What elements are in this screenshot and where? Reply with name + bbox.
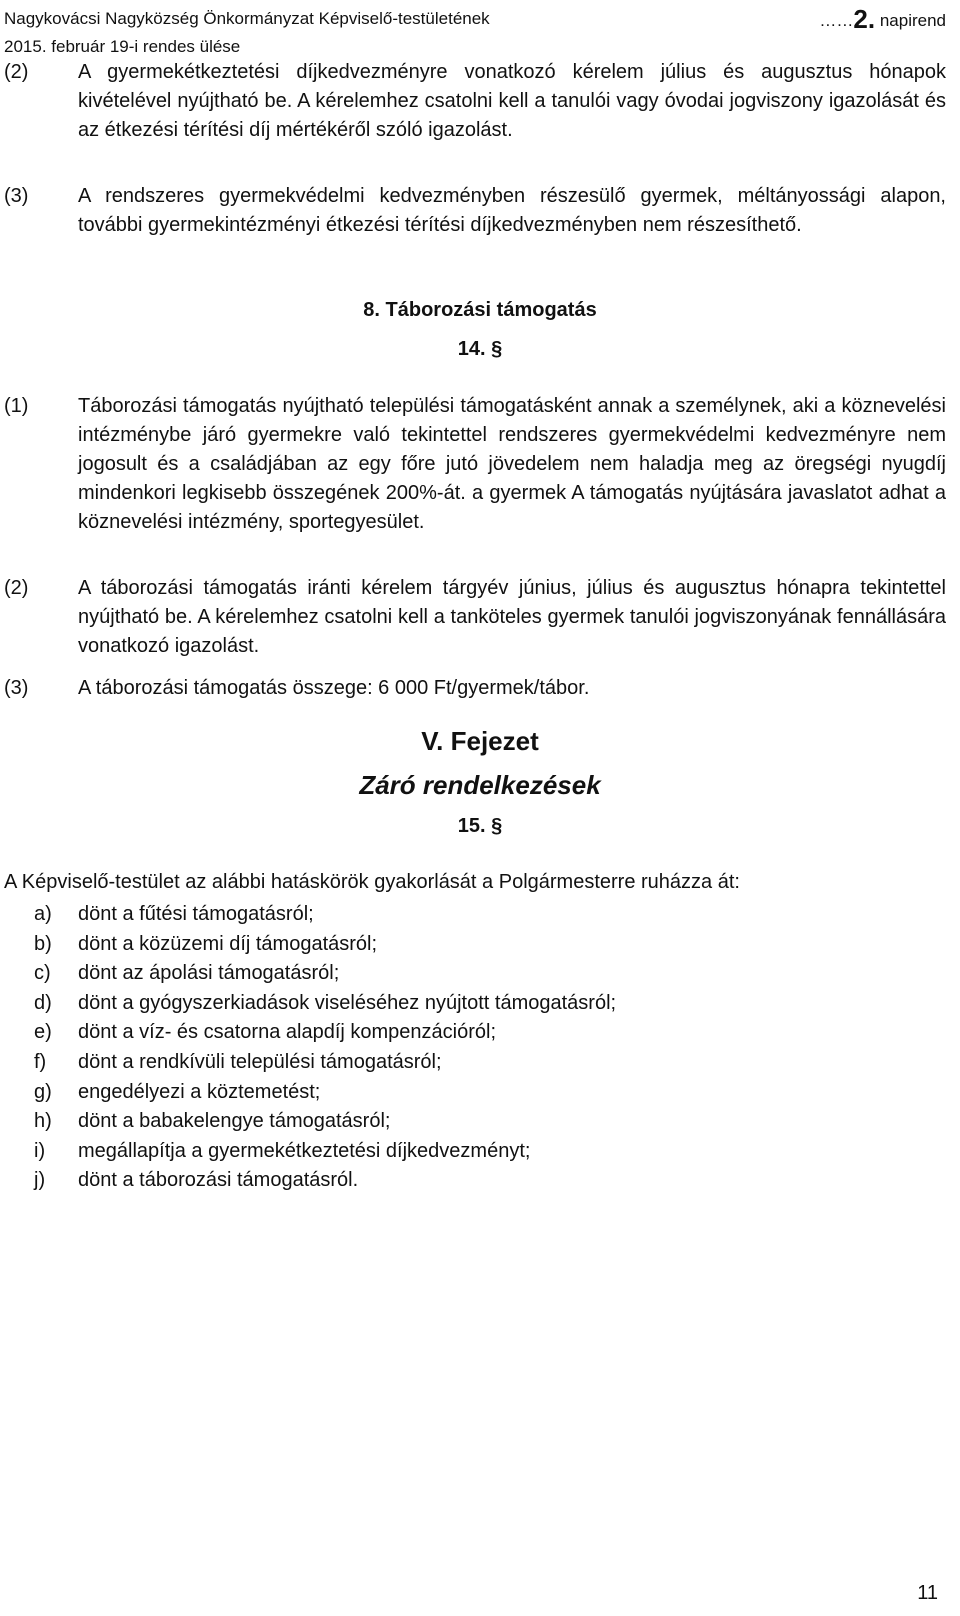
- list-item: [4, 959, 946, 989]
- paragraph-text: Táborozási támogatás nyújtható települési támogatásként annak a személynek, aki a köznevelési intézménybe járó gyermekre való tekintettel rendszeres gyermekvédelmi kedvezményre nem jogosult és a családjában az egy főre jutó jövedelem nem haladja meg az öregségi nyugdíj mindenkori legkisebb összegének 200%-át. a gyermek A támogatás nyújtására javaslatot adhat a köznevelési intézmény, sportegyesület.: [78, 395, 946, 533]
- list-item: [4, 930, 946, 960]
- paragraph-number: (3): [4, 185, 29, 207]
- list-item-text: dönt a babakelengye támogatásról;: [78, 1110, 391, 1133]
- section-title: 8. Táborozási támogatás: [363, 299, 597, 321]
- paragraph-text: A táborozási támogatás iránti kérelem tárgyév június, július és augusztus hónapra tekintettel nyújtható be. A kérelemhez csatolni kell a tanköteles gyermek tanulói jogviszonyának fennállására vonatkozó igazolást.: [78, 577, 946, 657]
- paragraph-text: A gyermekétkeztetési díjkedvezményre vonatkozó kérelem július és augusztus hónapok kivételével nyújtható be. A kérelemhez csatolni kell a tanulói vagy óvodai jogviszony igazolását és az étkezési térítési díj mértékéről szóló igazolást.: [78, 61, 946, 141]
- list-item-text: megállapítja a gyermekétkeztetési díjkedvezményt;: [78, 1139, 531, 1162]
- list-item-label: j): [34, 1169, 46, 1192]
- paragraph-14-1: [4, 392, 946, 537]
- list-item: [4, 1166, 946, 1196]
- chapter-heading: V. Fejezet: [421, 726, 539, 756]
- paragraph-number: (2): [4, 577, 29, 599]
- list-item: [4, 1018, 946, 1048]
- agenda-dots: ……: [819, 11, 854, 30]
- list-item-text: dönt az ápolási támogatásról;: [78, 962, 340, 985]
- list-item-label: i): [34, 1139, 46, 1162]
- list-item-label: e): [34, 1021, 52, 1044]
- agenda-word: napirend: [879, 11, 946, 30]
- paragraph-number: (1): [4, 395, 29, 417]
- list-item-text: dönt a fűtési támogatásról;: [78, 903, 314, 925]
- paragraph-text: A táborozási támogatás összege: 6 000 Ft/gyermek/tábor.: [78, 677, 590, 699]
- document-header: [4, 4, 946, 34]
- list-item: [4, 989, 946, 1019]
- agenda-number: 2.: [853, 4, 876, 34]
- list-item: [4, 1137, 946, 1167]
- list-item-text: engedélyezi a köztemetést;: [78, 1080, 321, 1103]
- header-council-title: Nagykovácsi Nagyközség Önkormányzat Képviselő-testületének: [4, 9, 490, 28]
- list-item-text: dönt a víz- és csatorna alapdíj kompenzációról;: [78, 1021, 496, 1044]
- list-item-label: b): [34, 932, 52, 955]
- list-item: [4, 1107, 946, 1137]
- list-item-label: a): [34, 903, 52, 925]
- list-item: [4, 900, 946, 930]
- paragraph-7-2: [4, 58, 946, 145]
- paragraph-number: (3): [4, 677, 29, 699]
- paragraph-14-2: [4, 574, 946, 661]
- list-item-text: dönt a táborozási támogatásról.: [78, 1169, 359, 1192]
- page-number: 11: [917, 1582, 938, 1604]
- list-item-label: d): [34, 991, 52, 1014]
- paragraph-mark: 14. §: [457, 338, 503, 360]
- list-item-text: dönt a rendkívüli települési támogatásról;: [78, 1050, 442, 1073]
- paragraph-text: A rendszeres gyermekvédelmi kedvezményben részesülő gyermek, méltányossági alapon, további gyermekintézményi étkezési térítési díjkedvezményben nem részesíthető.: [78, 185, 946, 236]
- delegation-intro: A Képviselő-testület az alábbi hatáskörök gyakorlását a Polgármesterre ruházza át:: [4, 871, 740, 893]
- list-item-label: f): [34, 1050, 47, 1073]
- header-meeting-date: 2015. február 19-i rendes ülése: [4, 37, 241, 56]
- list-item: [4, 1078, 946, 1108]
- list-item: [4, 1048, 946, 1078]
- chapter-subheading: Záró rendelkezések: [359, 770, 601, 800]
- list-item-label: g): [34, 1080, 52, 1103]
- list-item-label: c): [34, 962, 51, 985]
- paragraph-mark: 15. §: [457, 815, 503, 837]
- paragraph-14-3: [4, 674, 946, 703]
- agenda-item-label: [819, 4, 946, 34]
- paragraph-7-3: [4, 182, 946, 240]
- list-item-label: h): [34, 1110, 52, 1133]
- delegation-list: [4, 900, 946, 1196]
- list-item-text: dönt a gyógyszerkiadások viseléséhez nyújtott támogatásról;: [78, 991, 617, 1014]
- paragraph-number: (2): [4, 61, 29, 83]
- list-item-text: dönt a közüzemi díj támogatásról;: [78, 932, 378, 955]
